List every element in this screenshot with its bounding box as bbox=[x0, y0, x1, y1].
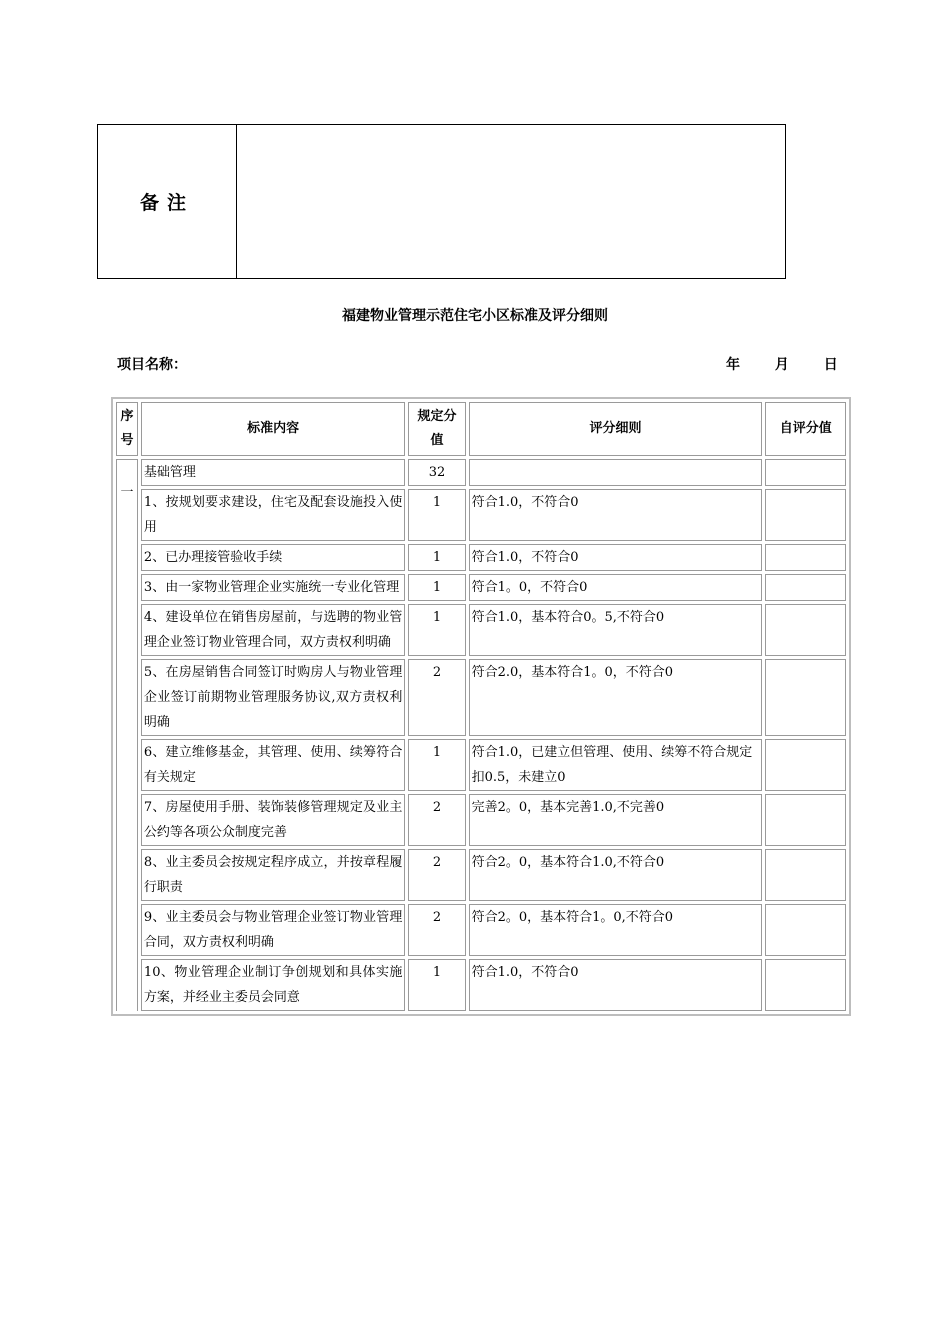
row-value: 2 bbox=[408, 659, 465, 736]
row-value: 2 bbox=[408, 904, 465, 956]
row-standard: 8、业主委员会按规定程序成立，并按章程履行职责 bbox=[141, 849, 405, 901]
section-seq: 一 bbox=[116, 459, 138, 1011]
row-standard: 7、房屋使用手册、装饰装修管理规定及业主公约等各项公众制度完善 bbox=[141, 794, 405, 846]
row-detail: 符合1.0，基本符合0。5,不符合0 bbox=[469, 604, 763, 656]
table-row bbox=[116, 739, 846, 791]
date-label bbox=[726, 354, 856, 374]
row-detail: 符合2。0，基本符合1.0,不符合0 bbox=[469, 849, 763, 901]
row-detail: 符合1.0，不符合0 bbox=[469, 489, 763, 541]
row-self-score bbox=[765, 794, 846, 846]
header-detail: 评分细则 bbox=[469, 402, 763, 456]
project-name-label: 项目名称： bbox=[117, 357, 187, 373]
table-row bbox=[116, 659, 846, 736]
row-detail: 完善2。0，基本完善1.0,不完善0 bbox=[469, 794, 763, 846]
date-month: 月 bbox=[774, 357, 789, 373]
row-value: 1 bbox=[408, 489, 465, 541]
row-self-score bbox=[765, 574, 846, 601]
row-value: 1 bbox=[408, 739, 465, 791]
header-self-score: 自评分值 bbox=[765, 402, 846, 456]
row-standard: 4、建设单位在销售房屋前，与选聘的物业管理企业签订物业管理合同，双方责权利明确 bbox=[141, 604, 405, 656]
row-self-score bbox=[765, 849, 846, 901]
section-row bbox=[116, 459, 846, 486]
table-row bbox=[116, 489, 846, 541]
remarks-label: 备注 bbox=[98, 125, 237, 278]
date-day: 日 bbox=[823, 357, 838, 373]
table-row bbox=[116, 544, 846, 571]
header-standard: 标准内容 bbox=[141, 402, 405, 456]
row-standard: 5、在房屋销售合同签订时购房人与物业管理企业签订前期物业管理服务协议,双方责权利明确 bbox=[141, 659, 405, 736]
row-value: 2 bbox=[408, 849, 465, 901]
section-standard: 基础管理 bbox=[141, 459, 405, 486]
table-row bbox=[116, 904, 846, 956]
row-detail: 符合1.0，不符合0 bbox=[469, 544, 763, 571]
row-value: 1 bbox=[408, 959, 465, 1011]
row-value: 1 bbox=[408, 544, 465, 571]
date-year: 年 bbox=[726, 357, 740, 373]
row-self-score bbox=[765, 604, 846, 656]
row-standard: 1、按规划要求建设，住宅及配套设施投入使用 bbox=[141, 489, 405, 541]
remarks-box bbox=[97, 124, 786, 279]
row-standard: 9、业主委员会与物业管理企业签订物业管理合同，双方责权利明确 bbox=[141, 904, 405, 956]
header-seq: 序号 bbox=[116, 402, 138, 456]
row-detail: 符合2.0，基本符合1。0，不符合0 bbox=[469, 659, 763, 736]
section-detail bbox=[469, 459, 763, 486]
section-self-score bbox=[765, 459, 846, 486]
row-self-score bbox=[765, 739, 846, 791]
row-self-score bbox=[765, 959, 846, 1011]
table-header-row bbox=[116, 402, 846, 456]
row-standard: 6、建立维修基金，其管理、使用、续筹符合有关规定 bbox=[141, 739, 405, 791]
document-title: 福建物业管理示范住宅小区标准及评分细则 bbox=[342, 308, 608, 324]
row-detail: 符合1。0，不符合0 bbox=[469, 574, 763, 601]
table-row bbox=[116, 849, 846, 901]
header-value: 规定分值 bbox=[408, 402, 465, 456]
remarks-content bbox=[237, 125, 785, 278]
table-body bbox=[116, 459, 846, 1011]
score-table bbox=[111, 397, 851, 1016]
row-value: 2 bbox=[408, 794, 465, 846]
row-self-score bbox=[765, 659, 846, 736]
table-row bbox=[116, 959, 846, 1011]
table-row bbox=[116, 574, 846, 601]
section-value: 32 bbox=[408, 459, 465, 486]
row-self-score bbox=[765, 489, 846, 541]
row-detail: 符合1.0，已建立但管理、使用、续筹不符合规定扣0.5，未建立0 bbox=[469, 739, 763, 791]
row-detail: 符合1.0，不符合0 bbox=[469, 959, 763, 1011]
table-row bbox=[116, 794, 846, 846]
row-self-score bbox=[765, 904, 846, 956]
table-row bbox=[116, 604, 846, 656]
row-standard: 3、由一家物业管理企业实施统一专业化管理 bbox=[141, 574, 405, 601]
row-standard: 2、已办理接管验收手续 bbox=[141, 544, 405, 571]
row-detail: 符合2。0，基本符合1。0,不符合0 bbox=[469, 904, 763, 956]
row-value: 1 bbox=[408, 604, 465, 656]
row-value: 1 bbox=[408, 574, 465, 601]
row-self-score bbox=[765, 544, 846, 571]
row-standard: 10、物业管理企业制订争创规划和具体实施方案，并经业主委员会同意 bbox=[141, 959, 405, 1011]
